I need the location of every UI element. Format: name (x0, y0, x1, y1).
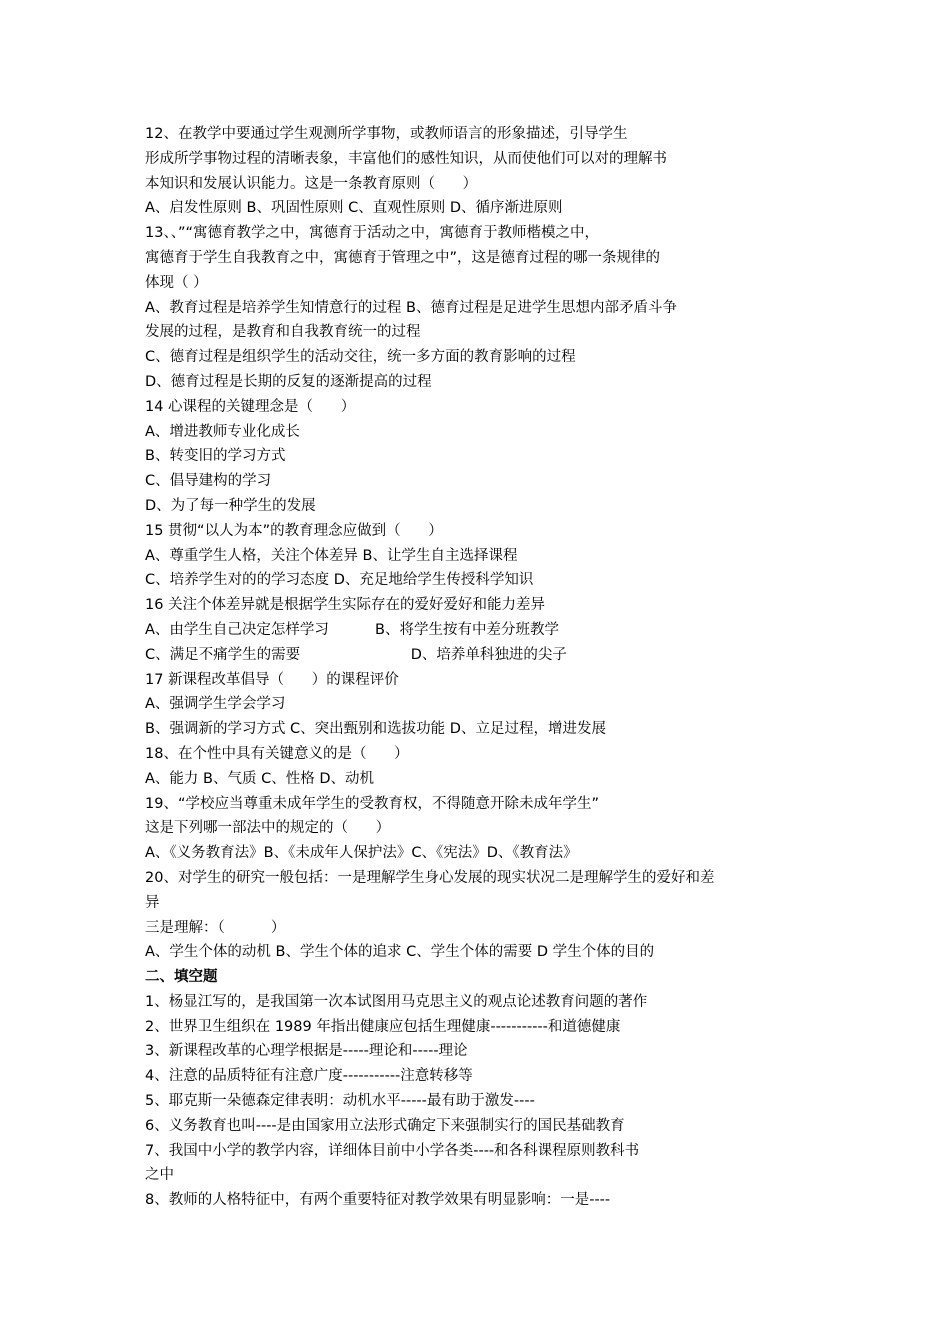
q12-line-2: 形成所学事物过程的清晰表象，丰富他们的感性知识，从而使他们可以对的理解书 (145, 150, 667, 167)
q17-option-bcd: B、强调新的学习方式 C、突出甄别和选拔功能 D、立足过程，增进发展 (145, 721, 606, 738)
fill-6: 6、义务教育也叫----是由国家用立法形式确定下来强制实行的国民基础教育 (145, 1117, 625, 1134)
q13-line-2: 寓德育于学生自我教育之中，寓德育于管理之中”，这是德育过程的哪一条规律的 (145, 249, 661, 266)
q14-option-a: A、增进教师专业化成长 (145, 423, 300, 440)
fill-7-line-1: 7、我国中小学的教学内容，详细体目前中小学各类----和各科课程原则教科书 (145, 1142, 640, 1159)
fill-1: 1、杨显江写的，是我国第一次本试图用马克思主义的观点论述教育问题的著作 (145, 993, 648, 1010)
q15-question: 15 贯彻“以人为本”的教育理念应做到（ ） (145, 522, 443, 539)
q17-option-a: A、强调学生学会学习 (145, 696, 286, 713)
q12-line-3: 本知识和发展认识能力。这是一条教育原则（ ） (145, 175, 478, 192)
q13-option-b-cont: 发展的过程，是教育和自我教育统一的过程 (145, 324, 421, 341)
q14-option-b: B、转变旧的学习方式 (145, 448, 286, 465)
q12-line-1: 12、在教学中要通过学生观测所学事物，或教师语言的形象描述，引导学生 (145, 126, 628, 142)
q18-question: 18、在个性中具有关键意义的是（ ） (145, 745, 409, 762)
q20-line-1: 20、对学生的研究一般包括：一是理解学生身心发展的现实状况二是理解学生的爱好和差 (145, 869, 715, 886)
q13-option-c: C、德育过程是组织学生的活动交往，统一多方面的教育影响的过程 (145, 349, 576, 366)
section-heading-fill-in: 二、填空题 (145, 969, 218, 986)
q13-option-d: D、德育过程是长期的反复的逐渐提高的过程 (145, 373, 432, 390)
q20-options: A、学生个体的动机 B、学生个体的追求 C、学生个体的需要 D 学生个体的目的 (145, 944, 655, 961)
fill-2: 2、世界卫生组织在 1989 年指出健康应包括生理健康-----------和道德健康 (145, 1018, 621, 1035)
document-body (145, 122, 825, 1213)
q13-line-1: 13、、”“寓德育教学之中，寓德育于活动之中，寓德育于教师楷模之中， (145, 225, 599, 242)
q14-question: 14 心课程的关键理念是（ ） (145, 398, 356, 415)
q15-option-ab: A、尊重学生人格，关注个体差异 B、让学生自主选择课程 (145, 547, 518, 564)
fill-3: 3、新课程改革的心理学根据是-----理论和-----理论 (145, 1043, 468, 1060)
q13-line-3: 体现（ ） (145, 274, 208, 291)
q16-option-cd: C、满足不痛学生的需要 D、培养单科独进的尖子 (145, 646, 567, 663)
q19-line-1: 19、“学校应当尊重未成年学生的受教育权，不得随意开除未成年学生” (145, 795, 599, 812)
q15-option-cd: C、培养学生对的的学习态度 D、充足地给学生传授科学知识 (145, 572, 534, 589)
fill-7-line-2: 之中 (145, 1167, 174, 1184)
q16-question: 16 关注个体差异就是根据学生实际存在的爱好爱好和能力差异 (145, 597, 546, 614)
q20-line-2: 异 (145, 894, 160, 911)
q19-options: A、《义务教育法》B、《未成年人保护法》C、《宪法》D、《教育法》 (145, 845, 578, 862)
q20-line-3: 三是理解：（ ） (145, 919, 286, 936)
q16-option-ab: A、由学生自己决定怎样学习 B、将学生按有中差分班教学 (145, 621, 559, 638)
q13-option-ab: A、教育过程是培养学生知情意行的过程 B、德育过程是足进学生思想内部矛盾斗争 (145, 299, 677, 316)
q19-line-2: 这是下列哪一部法中的规定的（ ） (145, 820, 391, 837)
q14-option-d: D、为了每一种学生的发展 (145, 497, 316, 514)
q14-option-c: C、倡导建构的学习 (145, 473, 272, 490)
fill-4: 4、注意的品质特征有注意广度-----------注意转移等 (145, 1068, 473, 1085)
fill-8: 8、教师的人格特征中，有两个重要特征对教学效果有明显影响：一是---- (145, 1192, 611, 1209)
q12-options: A、启发性原则 B、巩固性原则 C、直观性原则 D、循序渐进原则 (145, 200, 563, 217)
q18-options: A、能力 B、气质 C、性格 D、动机 (145, 770, 374, 787)
q17-question: 17 新课程改革倡导（ ）的课程评价 (145, 671, 399, 688)
fill-5: 5、耶克斯一朵德森定律表明：动机水平-----最有助于激发---- (145, 1093, 535, 1110)
